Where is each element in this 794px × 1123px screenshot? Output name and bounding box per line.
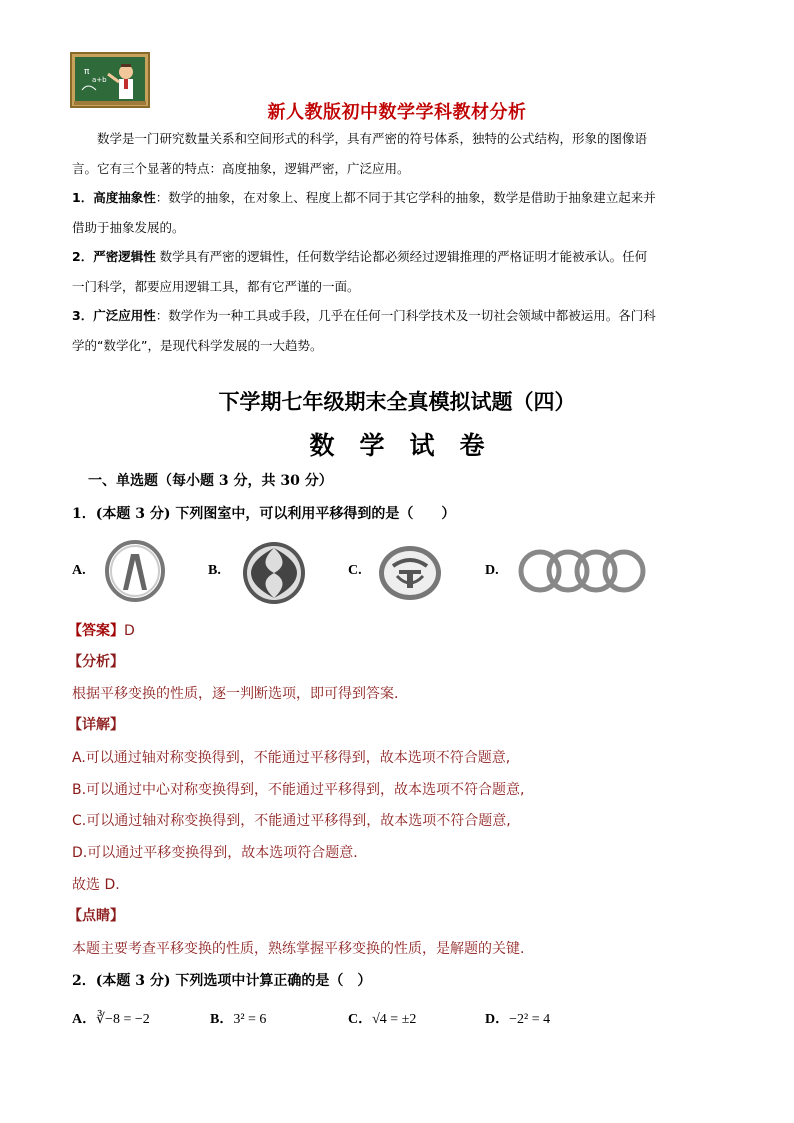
detail-line-c: C.可以通过轴对称变换得到，不能通过平移得到，故本选项不符合题意, [72,813,511,829]
header-title: 新人教版初中数学学科教材分析 [267,102,527,123]
q1-option-a-label: A. [72,563,86,578]
intro-item-1 [72,183,732,213]
svg-text:π: π [84,67,90,77]
intro-section [72,124,732,360]
question-1-stem: 1．(本题 3 分) 下列图室中，可以利用平移得到的是（ ） [72,506,456,522]
q1-option-c-label: C. [348,563,362,578]
intro-line: 借助于抽象发展的。 [72,219,185,235]
intro-line: 一门科学，都要应用逻辑工具，都有它严谨的一面。 [72,278,360,294]
intro-item-2 [72,242,732,272]
detail-line-a: A.可以通过轴对称变换得到，不能通过平移得到，故本选项不符合题意, [72,750,511,766]
option-label: D． [485,1012,510,1027]
analysis-tag: 【分析】 [68,654,124,670]
comment-tag: 【点睛】 [68,908,124,924]
option-expr: √4 = ±2 [372,1012,417,1027]
option-label: B． [210,1012,234,1027]
audi-rings-logo-icon [518,546,648,600]
option-label: C． [348,1012,373,1027]
detail-line-b: B.可以通过中心对称变换得到，不能通过平移得到，故本选项不符合题意, [72,782,525,798]
answer-line [68,620,135,640]
question-2-stem: 2．(本题 3 分) 下列选项中计算正确的是（ ） [72,973,372,989]
answer-value: D [124,623,135,639]
q1-option-b-label: B. [208,563,221,578]
answer-tag: 【答案】 [68,623,124,639]
exam-subtitle: 数 学 试 卷 [309,431,485,460]
intro-line: 数学是一门研究数量关系和空间形式的科学，具有严密的符号体系，独特的公式结构，形象的图像语 [97,131,648,146]
comment-text: 本题主要考查平移变换的性质，熟练掌握平移变换的性质，是解题的关键. [72,941,525,957]
brilliance-logo-icon [377,544,443,606]
item-label: 1．高度抽象性 [72,190,156,205]
detail-line-d: D.可以通过平移变换得到，故本选项符合题意. [72,845,358,861]
q2-option-d [485,1008,550,1028]
dongfeng-logo-icon [241,540,307,610]
q2-option-c [348,1008,416,1028]
item-label: 2．严密逻辑性 [72,249,156,264]
intro-line: 学的“数学化”，是现代科学发展的一大趋势。 [72,337,323,353]
intro-line: 言。它有三个显著的特点：高度抽象，逻辑严密，广泛应用。 [72,160,410,176]
exam-title: 下学期七年级期末全真模拟试题（四） [218,390,576,414]
option-label: A． [72,1012,97,1027]
item-text: 数学具有严密的逻辑性，任何数学结论都必须经过逻辑推理的严格证明才能被承认。任何 [155,249,648,264]
detail-tag: 【详解】 [68,717,124,733]
acura-logo-icon [104,540,166,606]
option-expr: 3² = 6 [233,1012,267,1027]
q1-option-d-label: D. [485,563,499,578]
intro-item-3 [72,301,732,331]
detail-conclusion: 故选 D. [72,877,120,893]
analysis-text: 根据平移变换的性质，逐一判断选项，即可得到答案. [72,686,399,702]
q2-option-b [210,1008,266,1028]
item-text: ：数学作为一种工具或手段，几乎在任何一门科学技术及一切社会领域中都被运用。各门科 [155,308,656,323]
option-expr: −2² = 4 [509,1012,551,1027]
section-heading: 一、单选题（每小题 3 分，共 30 分） [88,473,333,489]
q2-option-a [72,1008,150,1028]
svg-text:a+b: a+b [92,76,107,84]
item-label: 3．广泛应用性 [72,308,156,323]
option-expr: ∛−8 = −2 [96,1012,150,1027]
item-text: ：数学的抽象，在对象上、程度上都不同于其它学科的抽象，数学是借助于抽象建立起来并 [155,190,656,205]
